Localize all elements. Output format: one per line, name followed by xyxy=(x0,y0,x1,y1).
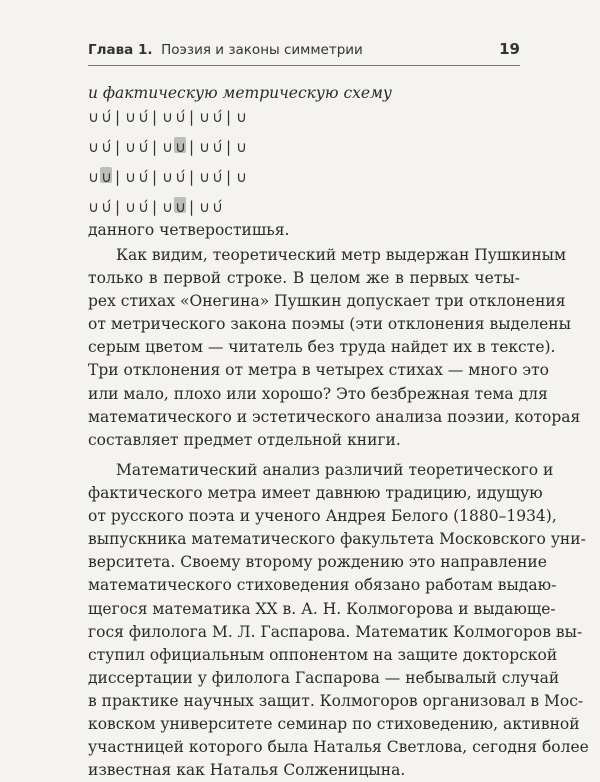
chapter-label: Глава 1. xyxy=(88,42,153,58)
unstressed-syllable-icon: ∪ xyxy=(236,108,247,126)
unstressed-syllable-icon: ∪ xyxy=(175,198,186,216)
header-rule xyxy=(88,65,520,66)
unstressed-syllable-icon: ∪ xyxy=(125,198,136,216)
text-line: от метрического закона поэмы (эти отклонения выделены xyxy=(88,315,571,334)
foot-separator: | xyxy=(115,108,121,126)
foot-separator: | xyxy=(226,168,232,186)
scheme-row-svg xyxy=(88,194,288,218)
unstressed-syllable-icon: ∪ xyxy=(162,138,173,156)
foot-separator: | xyxy=(189,138,195,156)
stressed-syllable-icon: ∪́ xyxy=(212,168,223,186)
text-line: математического стиховедения обязано работам выдаю- xyxy=(88,576,557,595)
text-line: ступил официальным оппонентом на защите докторской xyxy=(88,645,558,664)
scheme-row xyxy=(88,164,288,188)
unstressed-syllable-icon: ∪ xyxy=(236,138,247,156)
unstressed-syllable-icon: ∪ xyxy=(175,138,186,156)
scheme-row-svg xyxy=(88,134,288,158)
text-line: фактического метра имеет давнюю традицию, идущую xyxy=(88,484,543,503)
stressed-syllable-icon: ∪́ xyxy=(175,108,186,126)
unstressed-syllable-icon: ∪ xyxy=(88,138,99,156)
stressed-syllable-icon: ∪́ xyxy=(175,168,186,186)
scheme-row xyxy=(88,134,288,158)
foot-separator: | xyxy=(226,138,232,156)
unstressed-syllable-icon: ∪ xyxy=(125,108,136,126)
page-number: 19 xyxy=(499,40,520,58)
unstressed-syllable-icon: ∪ xyxy=(162,108,173,126)
text-line: Как видим, теоретический метр выдержан Пушкиным xyxy=(116,246,567,264)
scheme-row xyxy=(88,194,288,218)
foot-separator: | xyxy=(152,108,158,126)
text-line: или мало, плохо или хорошо? Это безбрежная тема для xyxy=(88,384,548,403)
unstressed-syllable-icon: ∪ xyxy=(199,198,210,216)
text-line: участницей которого была Наталья Светлова, сегодня более xyxy=(88,738,589,757)
foot-separator: | xyxy=(152,168,158,186)
foot-separator: | xyxy=(115,168,121,186)
text-line: Математический анализ различий теоретического и xyxy=(116,461,554,479)
unstressed-syllable-icon: ∪ xyxy=(125,168,136,186)
foot-separator: | xyxy=(189,198,195,216)
stressed-syllable-icon: ∪́ xyxy=(101,138,112,156)
foot-separator: | xyxy=(189,168,195,186)
foot-separator: | xyxy=(152,138,158,156)
text-line: рех стихах «Онегина» Пушкин допускает три отклонения xyxy=(88,292,566,311)
stressed-syllable-icon: ∪́ xyxy=(212,198,223,216)
stressed-syllable-icon: ∪́ xyxy=(101,198,112,216)
scheme-caption: данного четверостишья. xyxy=(88,221,290,239)
foot-separator: | xyxy=(189,108,195,126)
paragraph-1 xyxy=(88,244,581,452)
scheme-intro: и фактическую метрическую схему xyxy=(88,84,392,102)
text-line: серым цветом — читатель без труда найдет их в тексте). xyxy=(88,338,556,357)
text-line: составляет предмет отдельной книги. xyxy=(88,430,401,449)
unstressed-syllable-icon: ∪ xyxy=(88,198,99,216)
unstressed-syllable-icon: ∪ xyxy=(88,108,99,126)
foot-separator: | xyxy=(226,108,232,126)
unstressed-syllable-icon: ∪ xyxy=(162,198,173,216)
scheme-row-svg xyxy=(88,164,288,188)
stressed-syllable-icon: ∪́ xyxy=(212,138,223,156)
stressed-syllable-icon: ∪́ xyxy=(138,198,149,216)
text-line: математического и эстетического анализа поэзии, которая xyxy=(88,407,581,426)
text-line: выпускника математического факультета Московского уни- xyxy=(88,530,586,549)
unstressed-syllable-icon: ∪ xyxy=(199,138,210,156)
scheme-row xyxy=(88,104,288,128)
unstressed-syllable-icon: ∪ xyxy=(125,138,136,156)
chapter-heading xyxy=(88,42,363,58)
text-line: верситета. Своему второму рождению это направление xyxy=(88,553,547,572)
foot-separator: | xyxy=(152,198,158,216)
stressed-syllable-icon: ∪́ xyxy=(138,108,149,126)
text-line: Три отклонения от метра в четырех стихах — много это xyxy=(88,361,549,380)
text-line: от русского поэта и ученого Андрея Белого (1880–1934), xyxy=(88,507,557,526)
unstressed-syllable-icon: ∪ xyxy=(101,168,112,186)
stressed-syllable-icon: ∪́ xyxy=(101,108,112,126)
unstressed-syllable-icon: ∪ xyxy=(199,168,210,186)
unstressed-syllable-icon: ∪ xyxy=(88,168,99,186)
scheme-row-svg xyxy=(88,104,288,128)
text-line: диссертации у филолога Гаспарова — небывалый случай xyxy=(88,668,560,687)
text-line: щегося математика XX в. А. Н. Колмогорова и выдающе- xyxy=(88,599,556,618)
unstressed-syllable-icon: ∪ xyxy=(162,168,173,186)
foot-separator: | xyxy=(115,198,121,216)
text-line: гося филолога М. Л. Гаспарова. Математик Колмогоров вы- xyxy=(88,622,583,641)
stressed-syllable-icon: ∪́ xyxy=(212,108,223,126)
paragraph-2 xyxy=(88,459,589,782)
unstressed-syllable-icon: ∪ xyxy=(199,108,210,126)
stressed-syllable-icon: ∪́ xyxy=(138,168,149,186)
chapter-title: Поэзия и законы симметрии xyxy=(161,42,363,58)
stressed-syllable-icon: ∪́ xyxy=(138,138,149,156)
text-line: известная как Наталья Солженицына. xyxy=(88,761,406,780)
unstressed-syllable-icon: ∪ xyxy=(236,168,247,186)
foot-separator: | xyxy=(115,138,121,156)
text-line: только в первой строке. В целом же в первых четы- xyxy=(88,269,520,288)
text-line: ковском университете семинар по стиховедению, активной xyxy=(88,715,580,734)
text-line: в практике научных защит. Колмогоров организовал в Мос- xyxy=(88,691,584,710)
